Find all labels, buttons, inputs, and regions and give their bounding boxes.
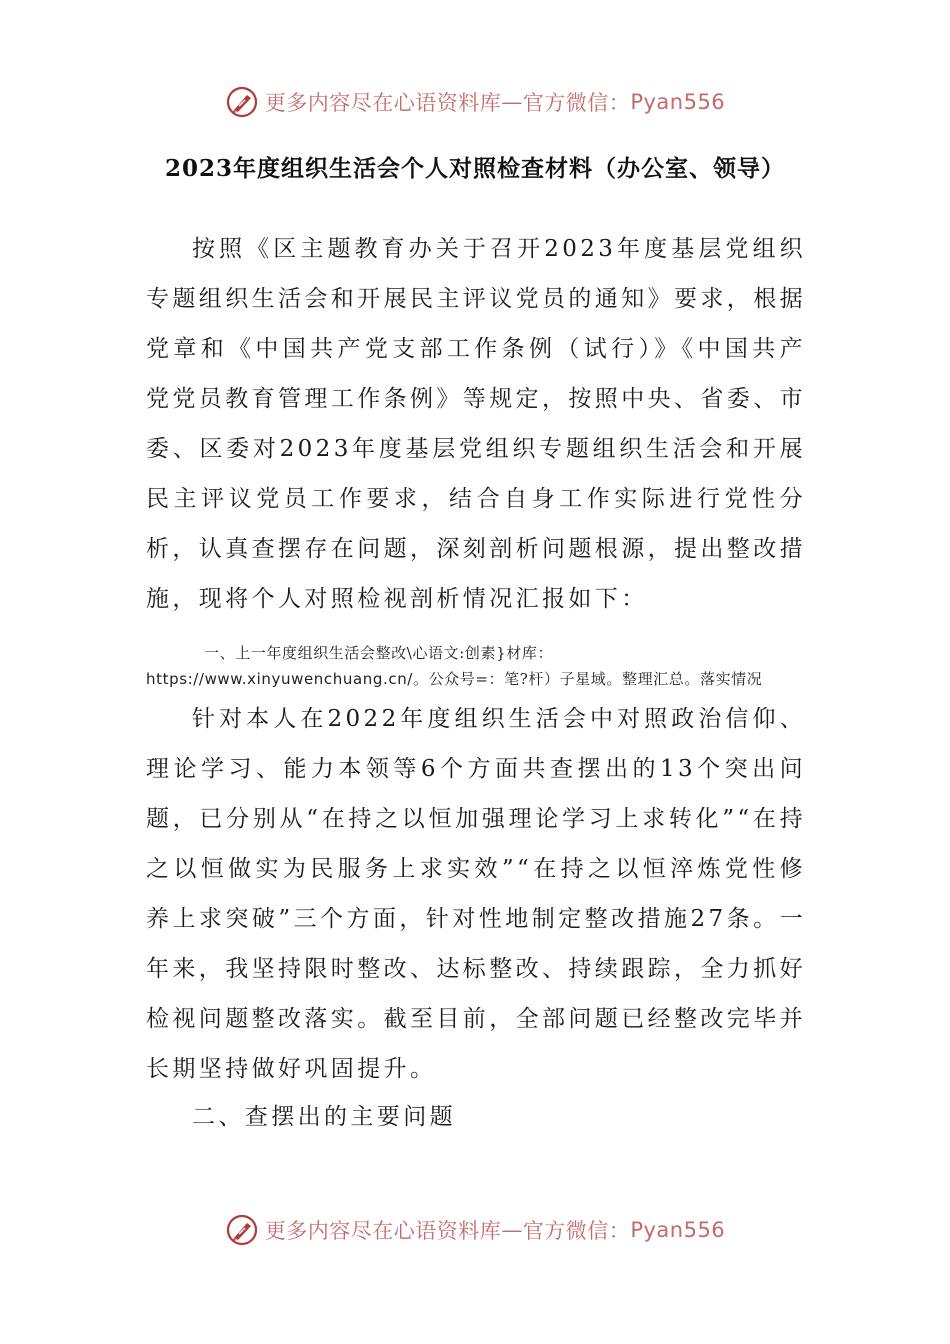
banner-wechat-account: Pyan556 — [630, 90, 726, 114]
banner-dash: — — [501, 1218, 523, 1242]
section1-heading-text-b: 。公众号=：笔?杆）子星域。整理汇总。落实情况 — [412, 670, 763, 688]
section1-heading-text-a: 一、上一年度组织生活会整改\心语文:创素}材库： — [204, 644, 554, 662]
intro-paragraph: 按照《区主题教育办关于召开2023年度基层党组织专题组织生活会和开展民主评议党员的通知》要求，根据党章和《中国共产党支部工作条例（试行）》《中国共产党党员教育管理工作条例》等规定，按照中央、省委、市委、区委对2023年度基层党组织专题组织生活会和开展民主评议党员工作要求，结合自身工作实际进行党性分析，认真查摆存在问题，深刻剖析问题根源，提出整改措施，现将个人对照检视剖析情况汇报如下： — [146, 236, 806, 612]
banner-main-text: 更多内容尽在心语资料库 — [264, 91, 502, 115]
banner-main-text: 更多内容尽在心语资料库 — [264, 1219, 502, 1243]
document-title: 2023年度组织生活会个人对照检查材料（办公室、领导） — [164, 155, 785, 182]
section1-heading-url[interactable]: https://www.xinyuwenchuang.cn/ — [146, 670, 413, 688]
section1-heading — [146, 640, 806, 692]
section2-heading: 二、查摆出的主要问题 — [192, 1104, 456, 1130]
pen-nib-logo-icon — [225, 85, 259, 119]
banner-wechat-label: 官方微信： — [522, 91, 631, 115]
section1-body-paragraph: 针对本人在2022年度组织生活会中对照政治信仰、理论学习、能力本领等6个方面共查摆出的13个突出问题，已分别从“在持之以恒加强理论学习上求转化”“在持之以恒做实为民服务上求实效”“在持之以恒淬炼党性修养上求突破”三个方面，针对性地制定整改措施27条。一年来，我坚持限时整改、达标整改、持续跟踪，全力抓好检视问题整改落实。截至目前，全部问题已经整改完毕并长期坚持做好巩固提升。 — [146, 706, 806, 1082]
banner-wechat-label: 官方微信： — [522, 1219, 631, 1243]
banner-dash: — — [501, 90, 523, 114]
header-banner — [0, 82, 950, 122]
pen-nib-logo-icon — [225, 1213, 259, 1247]
banner-wechat-account: Pyan556 — [630, 1218, 726, 1242]
footer-banner — [0, 1210, 950, 1250]
